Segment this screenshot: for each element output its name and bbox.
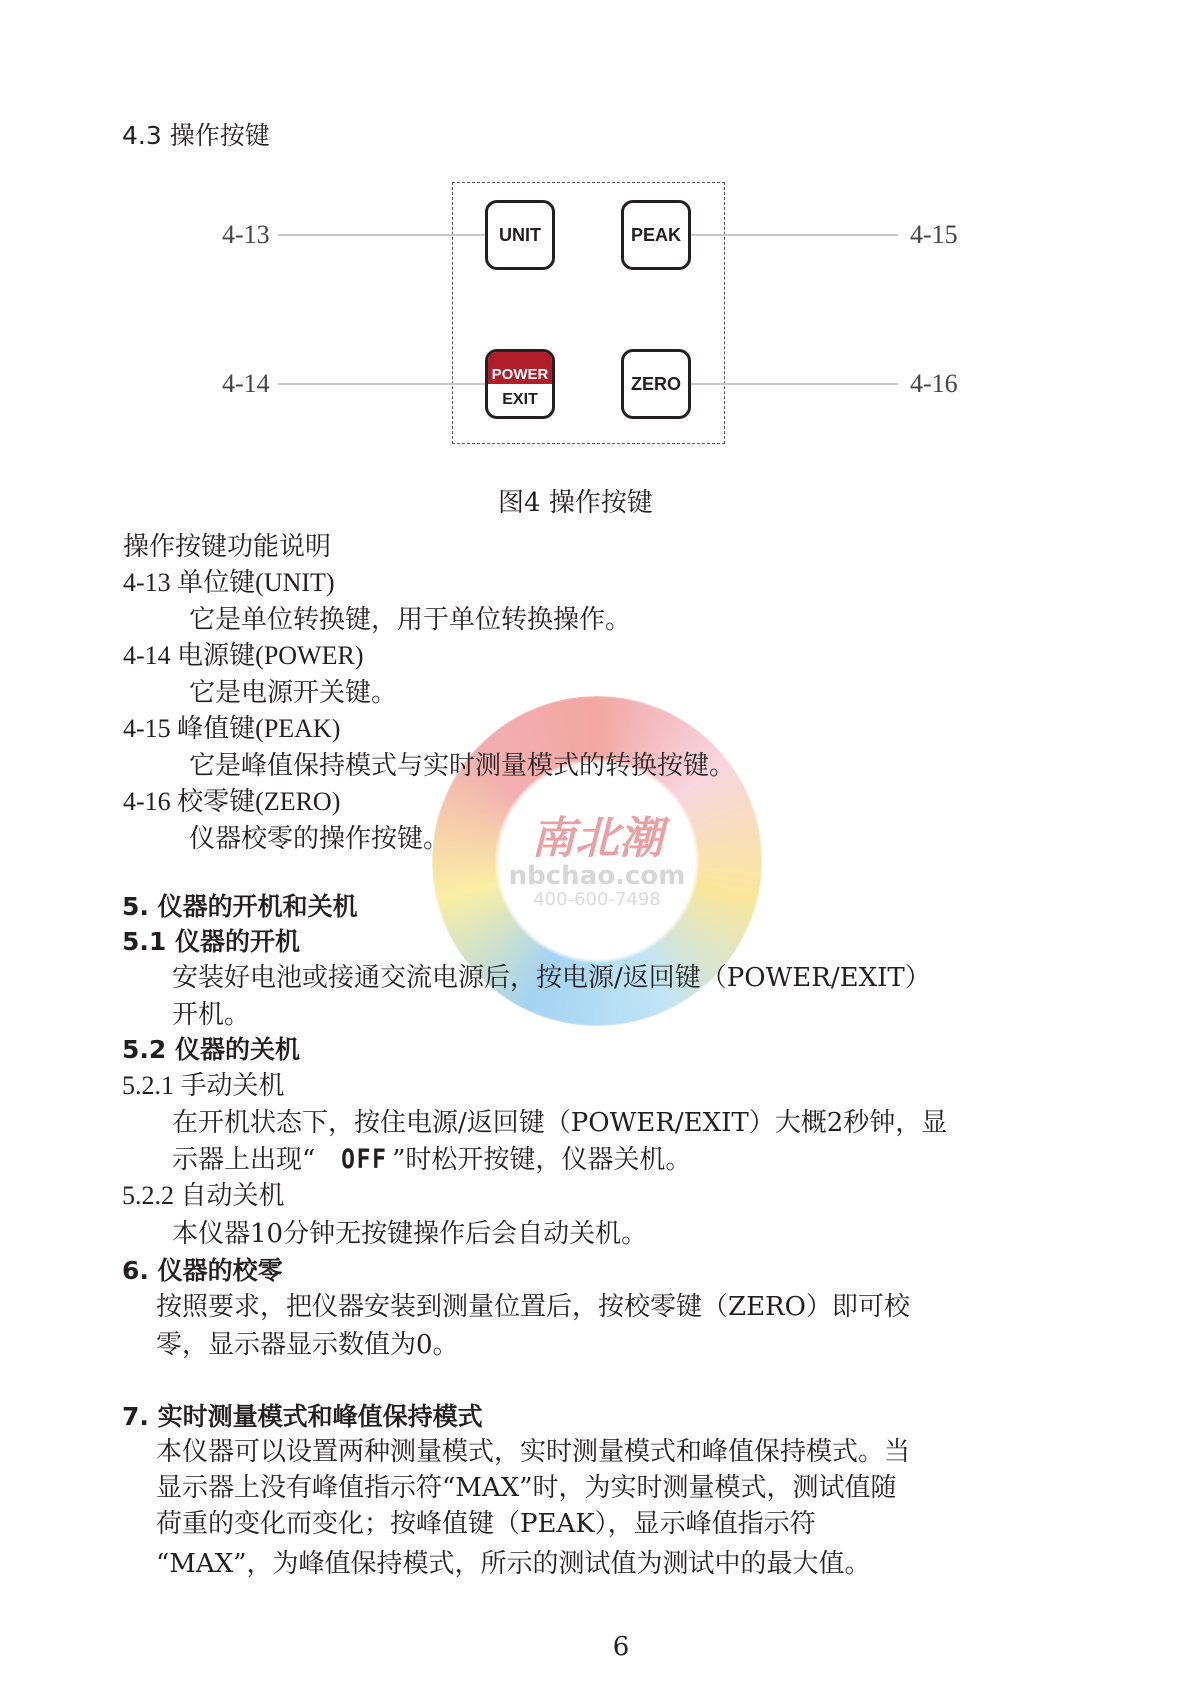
function-head-zero: 4-16 校零键(ZERO) [123, 787, 341, 816]
watermark-logo [497, 815, 697, 911]
page-number: 6 [612, 1632, 630, 1662]
label-4-15: 4-15 [910, 220, 958, 249]
key-diagram [0, 0, 1200, 480]
exit-key-label: EXIT [502, 391, 538, 408]
s5-1-line-1: 安装好电池或接通交流电源后，按电源/返回键（POWER/EXIT） [172, 963, 931, 993]
function-head-power: 4-14 电源键(POWER) [123, 641, 364, 670]
section-heading-7: 7. 实时测量模式和峰值保持模式 [122, 1402, 483, 1431]
peak-key: PEAK [621, 200, 691, 270]
s7-line-1: 本仪器可以设置两种测量模式，实时测量模式和峰值保持模式。当 [156, 1437, 911, 1467]
function-desc-zero: 仪器校零的操作按键。 [189, 824, 450, 854]
s5-2-1-line-1: 在开机状态下，按住电源/返回键（POWER/EXIT）大概2秒钟，显 [172, 1108, 948, 1138]
s5-2-2-line: 本仪器10分钟无按键操作后会自动关机。 [172, 1219, 648, 1249]
off-display-glyph: OFF [341, 1144, 388, 1175]
s6-line-1: 按照要求，把仪器安装到测量位置后，按校零键（ZERO）即可校 [156, 1292, 910, 1322]
section-heading-5-2: 5.2 仪器的关机 [122, 1035, 300, 1064]
function-desc-power: 它是电源开关键。 [189, 678, 398, 708]
section-heading-5-2-2: 5.2.2 自动关机 [122, 1181, 285, 1210]
function-head-unit: 4-13 单位键(UNIT) [123, 568, 335, 597]
label-4-14: 4-14 [222, 369, 270, 398]
s5-2-1-line-2a: 示器上出现“ [172, 1145, 316, 1175]
function-desc-unit: 它是单位转换键，用于单位转换操作。 [189, 605, 632, 635]
power-exit-key [485, 349, 555, 419]
s6-line-2: 零，显示器显示数值为0。 [156, 1330, 459, 1360]
section-heading-5-1: 5.1 仪器的开机 [122, 927, 300, 956]
label-4-16: 4-16 [910, 369, 958, 398]
leader-line-power [278, 383, 488, 385]
leader-line-unit [278, 234, 488, 236]
s7-line-2: 显示器上没有峰值指示符“MAX”时，为实时测量模式，测试值随 [156, 1473, 897, 1503]
function-head-peak: 4-15 峰值键(PEAK) [123, 714, 341, 743]
watermark-phone: 400-600-7498 [533, 889, 661, 910]
s5-2-1-line-2b: ”时松开按键，仪器关机。 [392, 1145, 692, 1175]
functions-title: 操作按键功能说明 [123, 532, 332, 562]
leader-line-zero [690, 383, 898, 385]
leader-line-peak [690, 234, 898, 236]
watermark-site: nbchao.com [508, 861, 686, 891]
watermark-cn: 南北潮 [531, 813, 663, 864]
s7-line-3: 荷重的变化而变化；按峰值键（PEAK），显示峰值指示符 [156, 1509, 816, 1539]
label-4-13: 4-13 [222, 220, 270, 249]
section-heading-4-3: 4.3 操作按键 [122, 121, 270, 150]
s5-2-1-line-2 [172, 1142, 691, 1178]
unit-key: UNIT [485, 200, 555, 270]
section-heading-6: 6. 仪器的校零 [122, 1256, 283, 1285]
section-heading-5: 5. 仪器的开机和关机 [122, 892, 358, 921]
section-heading-5-2-1: 5.2.1 手动关机 [122, 1071, 285, 1100]
function-desc-peak: 它是峰值保持模式与实时测量模式的转换按键。 [189, 751, 736, 781]
figure-caption: 图4 操作按键 [498, 488, 653, 518]
zero-key: ZERO [621, 349, 691, 419]
s5-1-line-2: 开机。 [172, 1000, 251, 1030]
s7-line-4: “MAX”，为峰值保持模式，所示的测试值为测试中的最大值。 [156, 1549, 871, 1579]
power-key-label: POWER [488, 352, 552, 384]
